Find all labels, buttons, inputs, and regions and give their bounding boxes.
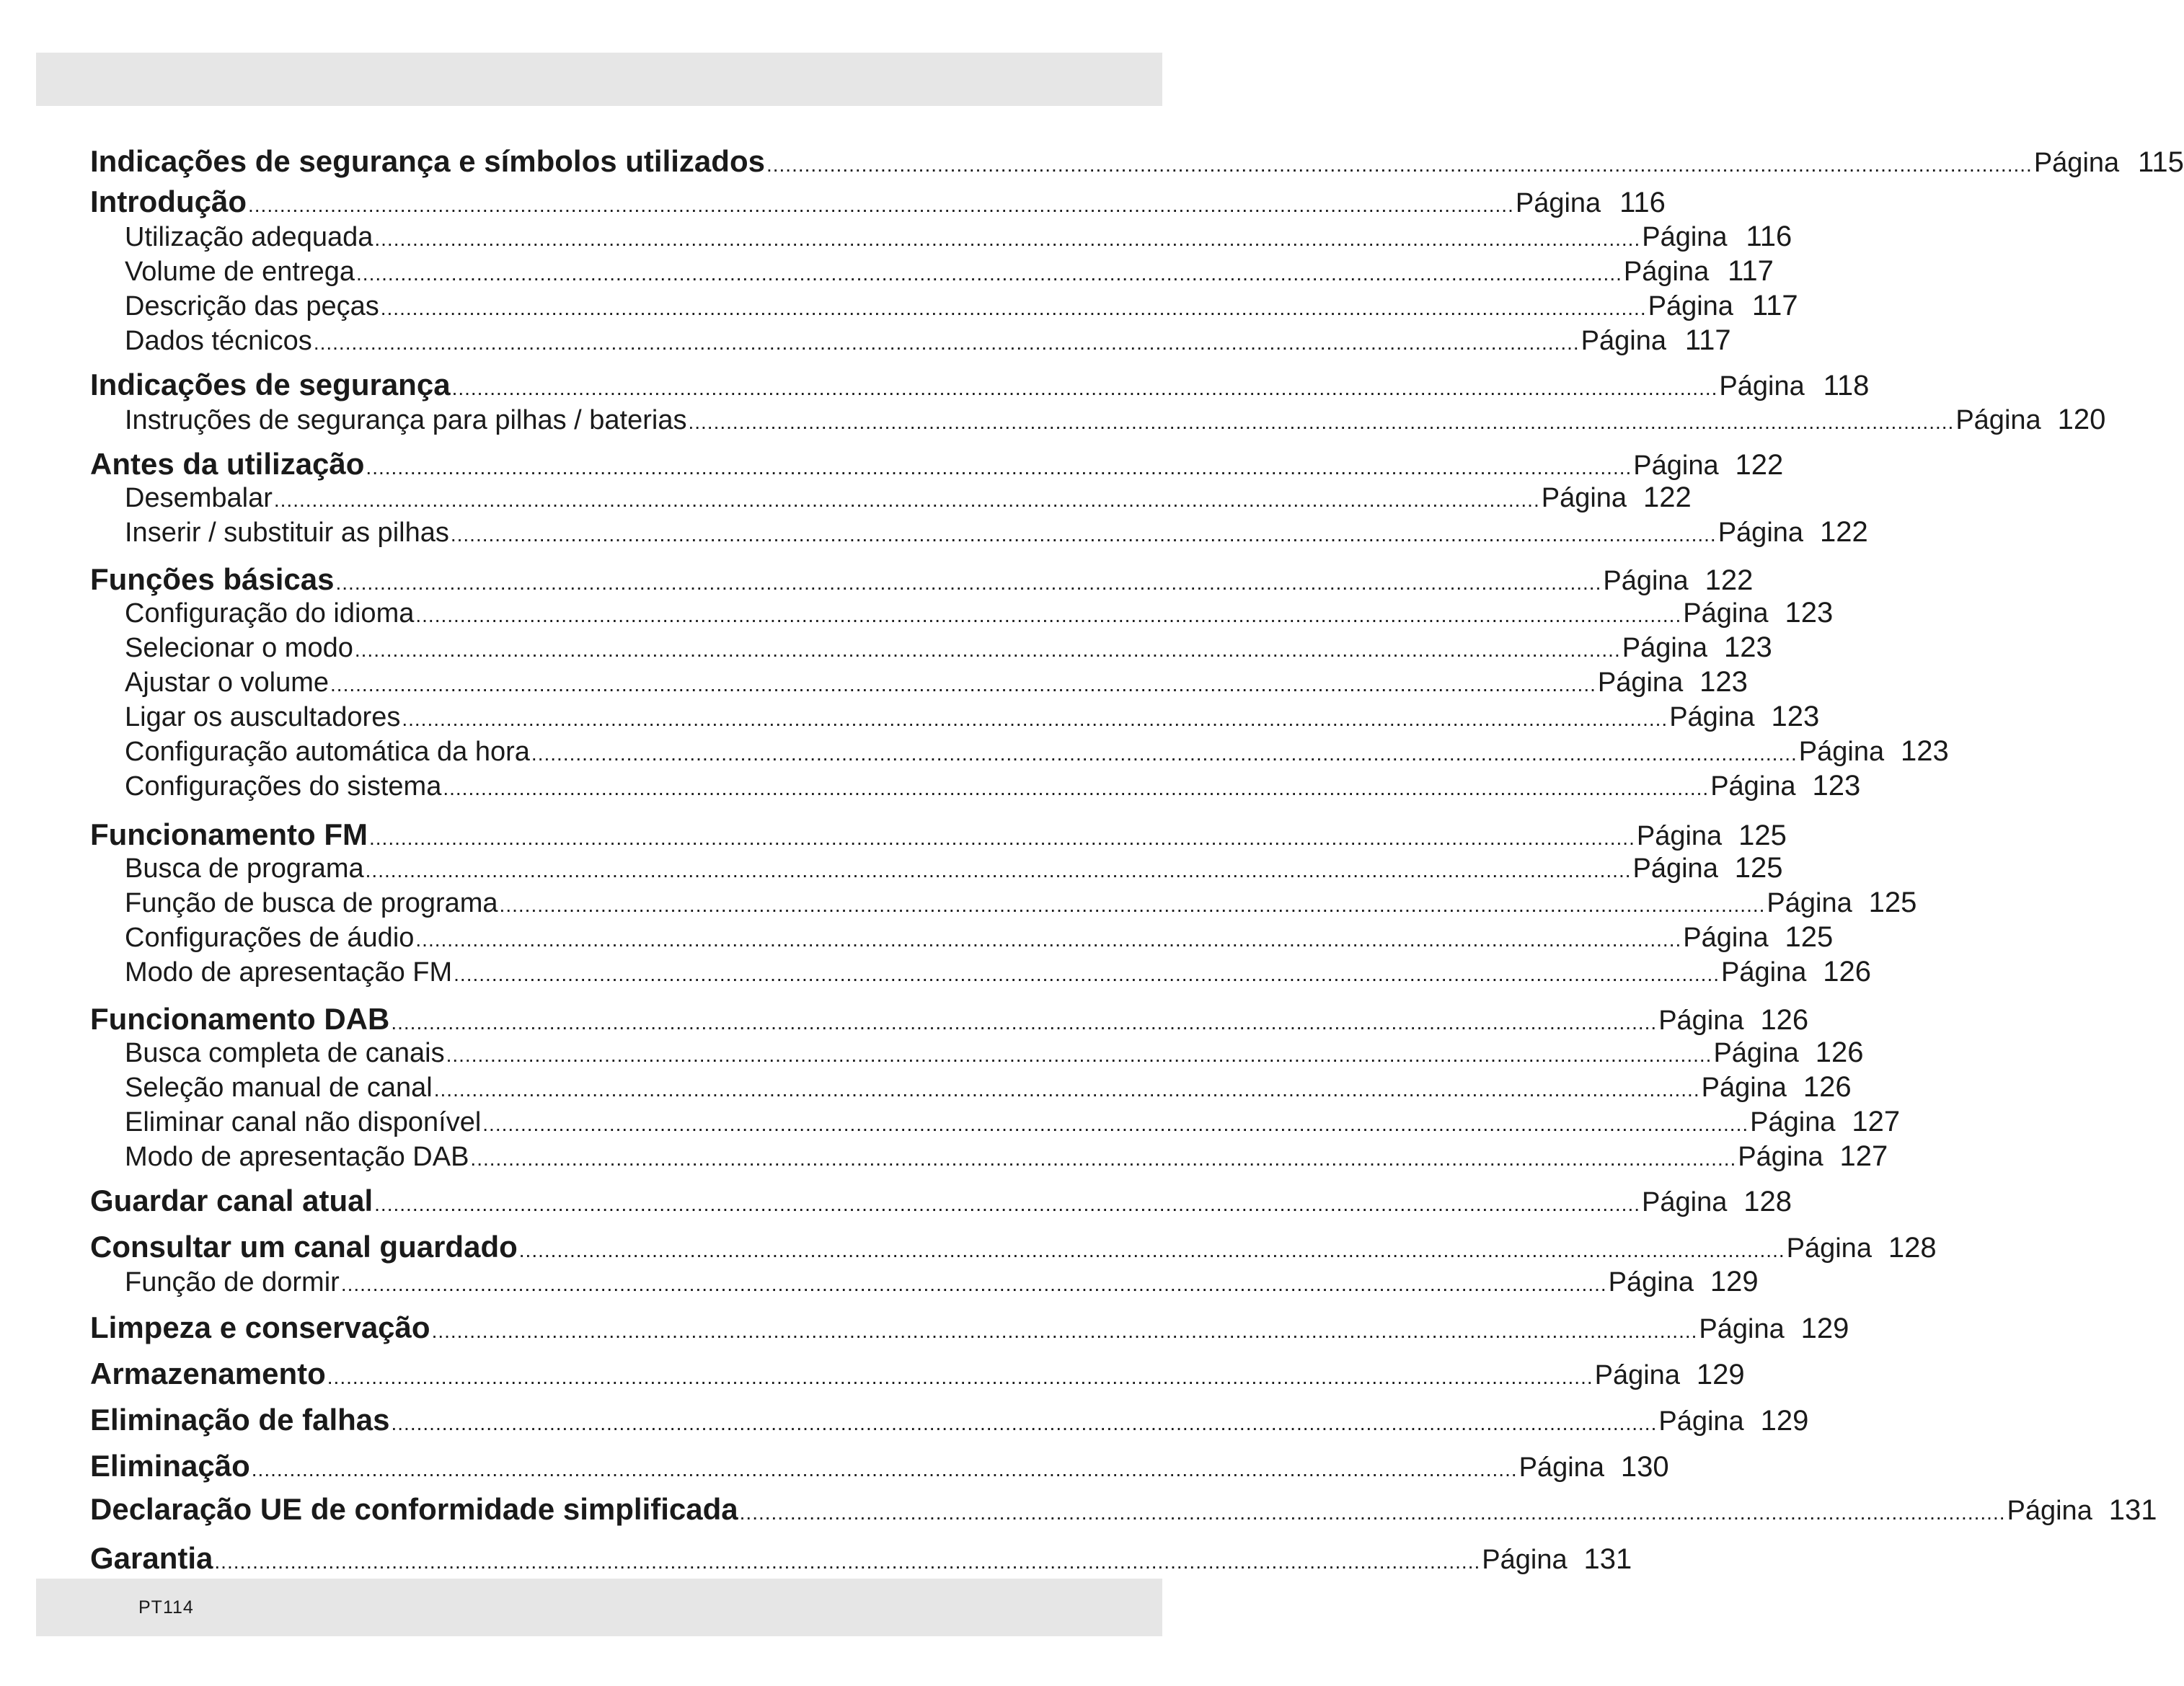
toc-subsection	[125, 255, 1774, 288]
toc-subsection	[125, 1266, 1759, 1298]
toc-entry-title: Ajustar o volume	[125, 667, 330, 698]
toc-section	[90, 1310, 1849, 1345]
dot-leader: ........................................................................................................................................................................................................	[366, 456, 1632, 479]
toc-subsection	[125, 1106, 1901, 1138]
toc-entry-title: Busca completa de canais	[125, 1038, 445, 1068]
toc-entry-title: Armazenamento	[90, 1357, 326, 1390]
toc-entry-title: Funcionamento FM	[90, 817, 368, 851]
toc-entry-page-number: 126	[1803, 1071, 1852, 1103]
toc-entry-page-number: 115	[2138, 146, 2184, 178]
dot-leader: ........................................................................................................................................................................................................	[450, 523, 1717, 546]
dot-leader: ........................................................................................................................................................................................................	[766, 154, 2033, 176]
toc-section	[90, 185, 1666, 219]
toc-entry-title: Ligar os auscultadores	[125, 702, 401, 732]
toc-entry-page-number: 126	[1815, 1037, 1864, 1068]
dot-leader: ........................................................................................................................................................................................................	[327, 1366, 1593, 1388]
toc-entry-page-number: 126	[1823, 956, 1872, 988]
toc-entry-page-label: Página	[1642, 222, 1728, 252]
toc-entry-page-number: 116	[1746, 221, 1792, 252]
dot-leader: ........................................................................................................................................................................................................	[248, 194, 1514, 216]
toc-entry-page-label: Página	[1597, 667, 1684, 698]
toc-entry-page-number: 123	[1901, 735, 1949, 767]
toc-section	[90, 1230, 1937, 1264]
dot-leader: ........................................................................................................................................................................................................	[335, 572, 1602, 594]
toc-subsection	[125, 921, 1834, 954]
toc-entry-page-number: 122	[1705, 564, 1754, 596]
toc-entry-page-number: 129	[1710, 1266, 1759, 1297]
toc-entry-page-number: 125	[1734, 852, 1783, 884]
toc-entry-page-label: Página	[1515, 188, 1601, 218]
toc-entry-title: Dados técnicos	[125, 326, 312, 356]
toc-entry-page-number: 123	[1723, 631, 1772, 663]
toc-subsection	[125, 701, 1820, 733]
toc-entry-page-label: Página	[1608, 1267, 1694, 1297]
toc-entry-title: Consultar um canal guardado	[90, 1230, 518, 1264]
toc-entry-title: Funções básicas	[90, 562, 335, 596]
toc-entry-title: Função de busca de programa	[125, 888, 498, 918]
toc-subsection	[125, 324, 1731, 357]
toc-section	[90, 1002, 1809, 1037]
toc-entry-page-label: Página	[1648, 291, 1733, 321]
toc-subsection	[125, 956, 1872, 988]
toc-entry-page-label: Página	[1701, 1073, 1787, 1103]
toc-section	[90, 1541, 1632, 1576]
dot-leader: ........................................................................................................................................................................................................	[374, 1193, 1641, 1215]
toc-entry-title: Desembalar	[125, 483, 273, 513]
dot-leader: ........................................................................................................................................................................................................	[374, 228, 1641, 250]
dot-leader: ........................................................................................................................................................................................................	[499, 894, 1766, 916]
toc-entry-page-label: Página	[1669, 702, 1755, 732]
toc-entry-page-number: 117	[1751, 290, 1798, 321]
toc-entry-page-label: Página	[1622, 633, 1708, 663]
toc-entry-title: Eliminação de falhas	[90, 1403, 390, 1437]
toc-entry-title: Busca de programa	[125, 853, 364, 884]
header-band	[36, 53, 1162, 106]
toc-section	[90, 817, 1787, 852]
toc-entry-title: Configurações de áudio	[125, 923, 415, 953]
toc-entry-title: Guardar canal atual	[90, 1184, 373, 1217]
toc-entry-page-number: 122	[1819, 516, 1868, 548]
toc-entry-page-number: 131	[2108, 1494, 2157, 1526]
toc-entry-page-label: Página	[1786, 1233, 1872, 1264]
toc-entry-title: Utilização adequada	[125, 222, 373, 252]
dot-leader: ........................................................................................................................................................................................................	[273, 489, 1540, 511]
toc-entry-title: Eliminação	[90, 1449, 250, 1483]
toc-entry-page-label: Página	[1719, 371, 1805, 401]
toc-subsection	[125, 221, 1792, 253]
toc-subsection	[125, 290, 1798, 322]
toc-entry-title: Garantia	[90, 1541, 213, 1575]
toc-entry-title: Seleção manual de canal	[125, 1073, 433, 1103]
toc-section	[90, 1184, 1792, 1218]
dot-leader: ........................................................................................................................................................................................................	[391, 1011, 1658, 1034]
dot-leader: ........................................................................................................................................................................................................	[251, 1458, 1518, 1481]
dot-leader: ........................................................................................................................................................................................................	[739, 1501, 2006, 1524]
dot-leader: ........................................................................................................................................................................................................	[431, 1320, 1698, 1342]
toc-entry-title: Selecionar o modo	[125, 633, 353, 663]
toc-entry-title: Função de dormir	[125, 1267, 340, 1297]
toc-entry-page-number: 120	[2057, 404, 2106, 435]
toc-entry-title: Modo de apresentação DAB	[125, 1142, 469, 1172]
toc-subsection	[125, 631, 1772, 664]
toc-entry-page-number: 117	[1684, 324, 1731, 356]
toc-section	[90, 368, 1870, 402]
dot-leader: ........................................................................................................................................................................................................	[330, 673, 1596, 696]
toc-entry-page-label: Página	[1683, 598, 1769, 629]
toc-entry-title: Instruções de segurança para pilhas / baterias	[125, 405, 687, 435]
toc-entry-page-label: Página	[1699, 1314, 1785, 1344]
dot-leader: ........................................................................................................................................................................................................	[443, 777, 1710, 799]
toc-entry-title: Configuração do idioma	[125, 598, 415, 629]
toc-entry-page-number: 123	[1785, 597, 1834, 629]
dot-leader: ........................................................................................................................................................................................................	[340, 1273, 1607, 1295]
toc-entry-page-number: 123	[1812, 770, 1861, 802]
toc-entry-page-number: 125	[1738, 820, 1787, 851]
toc-entry-page-label: Página	[1580, 326, 1666, 356]
toc-section	[90, 1357, 1745, 1391]
toc-entry-page-label: Página	[2007, 1496, 2092, 1526]
toc-entry-page-label: Página	[1955, 405, 2041, 435]
dot-leader: ........................................................................................................................................................................................................	[470, 1148, 1737, 1170]
toc-entry-title: Modo de apresentação FM	[125, 957, 453, 988]
dot-leader: ........................................................................................................................................................................................................	[446, 1044, 1712, 1066]
dot-leader: ........................................................................................................................................................................................................	[402, 708, 1668, 730]
toc-entry-page-number: 127	[1852, 1106, 1901, 1137]
toc-entry-page-label: Página	[1482, 1545, 1568, 1575]
toc-subsection	[125, 482, 1692, 514]
toc-subsection	[125, 735, 1949, 768]
toc-subsection	[125, 852, 1783, 884]
toc-subsection	[125, 597, 1834, 629]
toc-entry-title: Inserir / substituir as pilhas	[125, 518, 449, 548]
toc-entry-page-label: Página	[1798, 737, 1885, 767]
toc-entry-page-number: 129	[1760, 1405, 1809, 1437]
dot-leader: ........................................................................................................................................................................................................	[313, 332, 1580, 354]
toc-entry-page-label: Página	[2033, 148, 2120, 178]
toc-entry-page-label: Página	[1767, 888, 1852, 918]
toc-entry-page-label: Página	[1594, 1360, 1680, 1390]
toc-subsection	[125, 404, 2106, 436]
toc-entry-page-label: Página	[1750, 1107, 1836, 1137]
toc-entry-page-number: 129	[1800, 1313, 1849, 1344]
dot-leader: ........................................................................................................................................................................................................	[433, 1078, 1700, 1101]
toc-entry-page-number: 117	[1728, 255, 1774, 287]
toc-entry-page-label: Página	[1632, 853, 1718, 884]
toc-entry-page-number: 122	[1735, 449, 1784, 481]
toc-entry-title: Indicações de segurança e símbolos utilizados	[90, 144, 765, 178]
toc-entry-title: Declaração UE de conformidade simplificada	[90, 1492, 738, 1526]
toc-entry-page-label: Página	[1738, 1142, 1823, 1172]
toc-entry-page-label: Página	[1541, 483, 1627, 513]
toc-entry-page-number: 125	[1785, 921, 1834, 953]
toc-section	[90, 447, 1784, 482]
dot-leader: ........................................................................................................................................................................................................	[415, 928, 1682, 951]
toc-entry-page-label: Página	[1710, 771, 1796, 802]
toc-entry-title: Introdução	[90, 185, 247, 218]
toc-entry-page-label: Página	[1518, 1452, 1604, 1483]
toc-section	[90, 144, 2184, 179]
toc-entry-page-label: Página	[1633, 451, 1719, 481]
toc-subsection	[125, 887, 1917, 919]
toc-subsection	[125, 770, 1861, 802]
toc-entry-title: Eliminar canal não disponível	[125, 1107, 482, 1137]
toc-entry-page-label: Página	[1658, 1406, 1744, 1437]
dot-leader: ........................................................................................................................................................................................................	[531, 742, 1798, 765]
dot-leader: ........................................................................................................................................................................................................	[356, 262, 1622, 285]
dot-leader: ........................................................................................................................................................................................................	[391, 1412, 1658, 1434]
toc-entry-page-number: 123	[1771, 701, 1820, 732]
toc-entry-page-number: 123	[1699, 666, 1748, 698]
dot-leader: ........................................................................................................................................................................................................	[415, 604, 1682, 626]
toc-entry-page-label: Página	[1721, 957, 1807, 988]
dot-leader: ........................................................................................................................................................................................................	[451, 377, 1718, 399]
dot-leader: ........................................................................................................................................................................................................	[354, 639, 1621, 661]
toc-entry-title: Funcionamento DAB	[90, 1002, 390, 1036]
toc-entry-page-number: 129	[1696, 1359, 1745, 1390]
dot-leader: ........................................................................................................................................................................................................	[365, 859, 1632, 882]
dot-leader: ........................................................................................................................................................................................................	[482, 1113, 1749, 1135]
toc-entry-title: Configurações do sistema	[125, 771, 442, 802]
dot-leader: ........................................................................................................................................................................................................	[368, 827, 1635, 849]
toc-entry-page-label: Página	[1642, 1187, 1728, 1217]
toc-entry-page-label: Página	[1683, 923, 1769, 953]
toc-entry-title: Limpeza e conservação	[90, 1310, 430, 1344]
toc-entry-title: Configuração automática da hora	[125, 737, 530, 767]
toc-subsection	[125, 1140, 1888, 1173]
toc-section	[90, 1449, 1669, 1483]
toc-entry-page-number: 127	[1839, 1140, 1888, 1172]
dot-leader: ........................................................................................................................................................................................................	[518, 1239, 1785, 1261]
toc-entry-page-label: Página	[1658, 1006, 1744, 1036]
dot-leader: ........................................................................................................................................................................................................	[454, 963, 1720, 985]
toc-entry-page-label: Página	[1717, 518, 1804, 548]
toc-subsection	[125, 666, 1748, 698]
toc-section	[90, 1492, 2157, 1527]
toc-subsection	[125, 516, 1868, 549]
toc-entry-page-number: 125	[1868, 887, 1917, 918]
toc-subsection	[125, 1037, 1864, 1069]
toc-entry-page-label: Página	[1623, 257, 1710, 287]
toc-entry-page-number: 131	[1583, 1543, 1632, 1575]
dot-leader: ........................................................................................................................................................................................................	[380, 297, 1647, 319]
toc-section	[90, 1403, 1809, 1437]
toc-entry-page-number: 118	[1823, 370, 1870, 401]
toc-entry-page-number: 128	[1743, 1186, 1792, 1217]
dot-leader: ........................................................................................................................................................................................................	[688, 411, 1955, 433]
toc-entry-title: Antes da utilização	[90, 447, 365, 481]
footer-band	[36, 1579, 1162, 1636]
toc-entry-page-label: Página	[1713, 1038, 1799, 1068]
toc-section	[90, 562, 1754, 597]
toc-entry-page-number: 116	[1619, 187, 1666, 218]
toc-entry-page-label: Página	[1636, 821, 1723, 851]
toc-entry-page-number: 126	[1760, 1004, 1809, 1036]
toc-entry-page-number: 122	[1643, 482, 1692, 513]
toc-entry-title: Indicações de segurança	[90, 368, 451, 401]
toc-entry-title: Descrição das peças	[125, 291, 379, 321]
toc-entry-title: Volume de entrega	[125, 257, 355, 287]
toc-entry-page-number: 128	[1888, 1232, 1937, 1264]
toc-subsection	[125, 1071, 1852, 1104]
toc-entry-page-label: Página	[1603, 566, 1689, 596]
page-number: PT114	[138, 1597, 194, 1618]
dot-leader: ........................................................................................................................................................................................................	[214, 1550, 1481, 1573]
toc-entry-page-number: 130	[1620, 1451, 1669, 1483]
